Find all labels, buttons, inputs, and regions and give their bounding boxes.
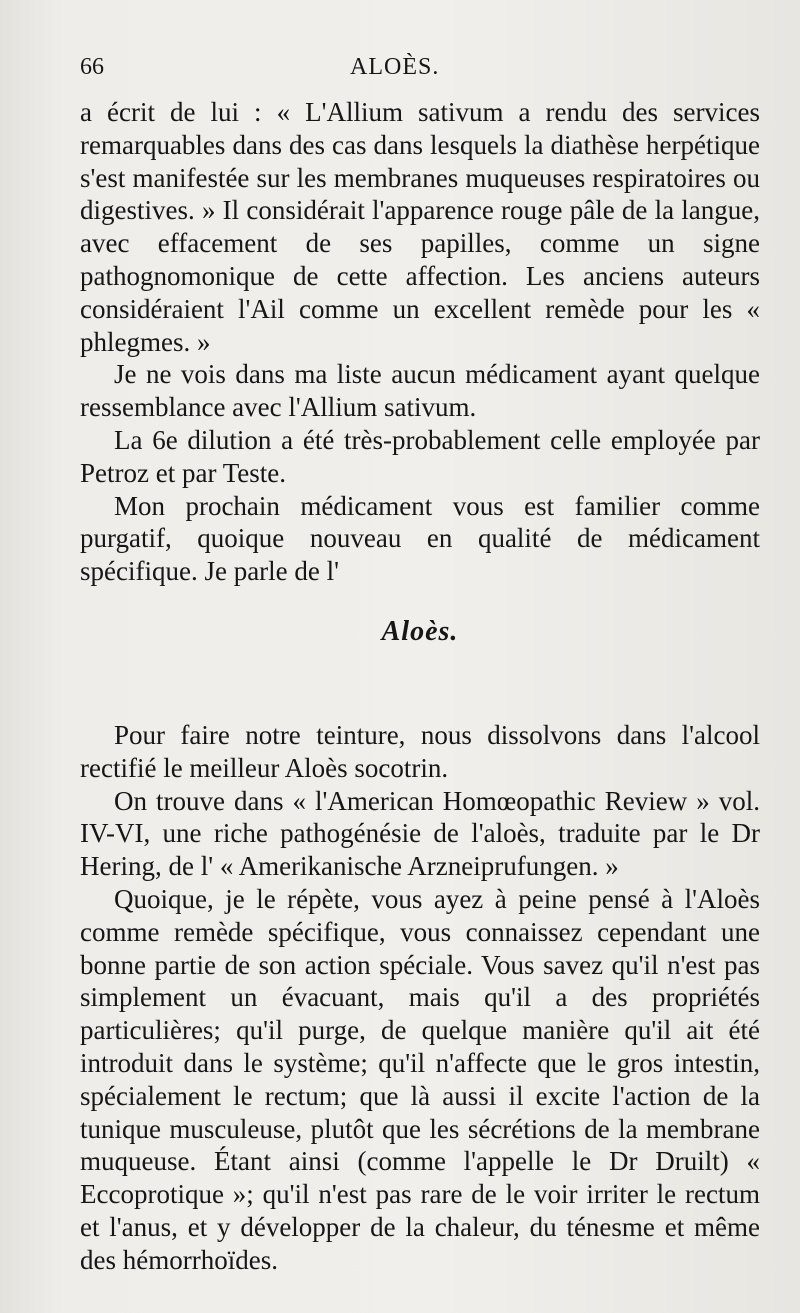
paragraph-2: Je ne vois dans ma liste aucun médicament ayant quelque ressemblance avec l'Allium sativum. — [80, 359, 760, 423]
page-number: 66 — [80, 54, 104, 80]
page-header — [80, 54, 780, 84]
paragraph-4: Mon prochain médicament vous est familier comme purgatif, quoique nouveau en qualité de médicament spécifique. Je parle de l' — [80, 490, 760, 587]
running-title: ALOÈS. — [350, 54, 440, 80]
section-paragraph-3: Quoique, je le répète, vous ayez à peine pensé à l'Aloès comme remède spécifique, vous connaissez cependant une bonne partie de son action spéciale. Vous savez qu'il n'est pas simplement un évacuant, mais qu'il a des propriétés particulières; qu'il purge, de quelque manière qu'il ait été introduit dans le système; qu'il n'affecte que le gros intestin, spécialement le rectum; que là aussi il excite l'action de la tunique musculeuse, plutôt que les sécrétions de la membrane muqueuse. Étant ainsi (comme l'appelle le Dr Druilt) « Eccoprotique »; qu'il n'est pas rare de le voir irriter le rectum et l'anus, et y développer de la chaleur, du ténesme et même des hémorrhoïdes. — [80, 883, 760, 1275]
paragraph-1: a écrit de lui : « L'Allium sativum a rendu des services remarquables dans des cas dans lesquels la diathèse herpétique s'est manifestée sur les membranes muqueuses respiratoires ou digestives. » Il considérait l'apparence rouge pâle de la langue, avec effacement de ses papilles, comme un signe pathognomonique de cette affection. Les anciens auteurs considéraient l'Ail comme un excellent remède pour les « phlegmes. » — [80, 97, 760, 357]
section-title: Aloès. — [381, 615, 459, 647]
paragraph-3: La 6e dilution a été très-probablement celle employée par Petroz et par Teste. — [80, 424, 760, 488]
section-paragraph-1: Pour faire notre teinture, nous dissolvons dans l'alcool rectifié le meilleur Aloès socotrin. — [80, 719, 760, 783]
section-paragraph-2: On trouve dans « l'American Homœopathic Review » vol. IV-VI, une riche pathogénésie de l'aloès, traduite par le Dr Hering, de l' « Amerikanische Arzneiprufungen. » — [80, 785, 760, 882]
body-text — [80, 96, 760, 1277]
